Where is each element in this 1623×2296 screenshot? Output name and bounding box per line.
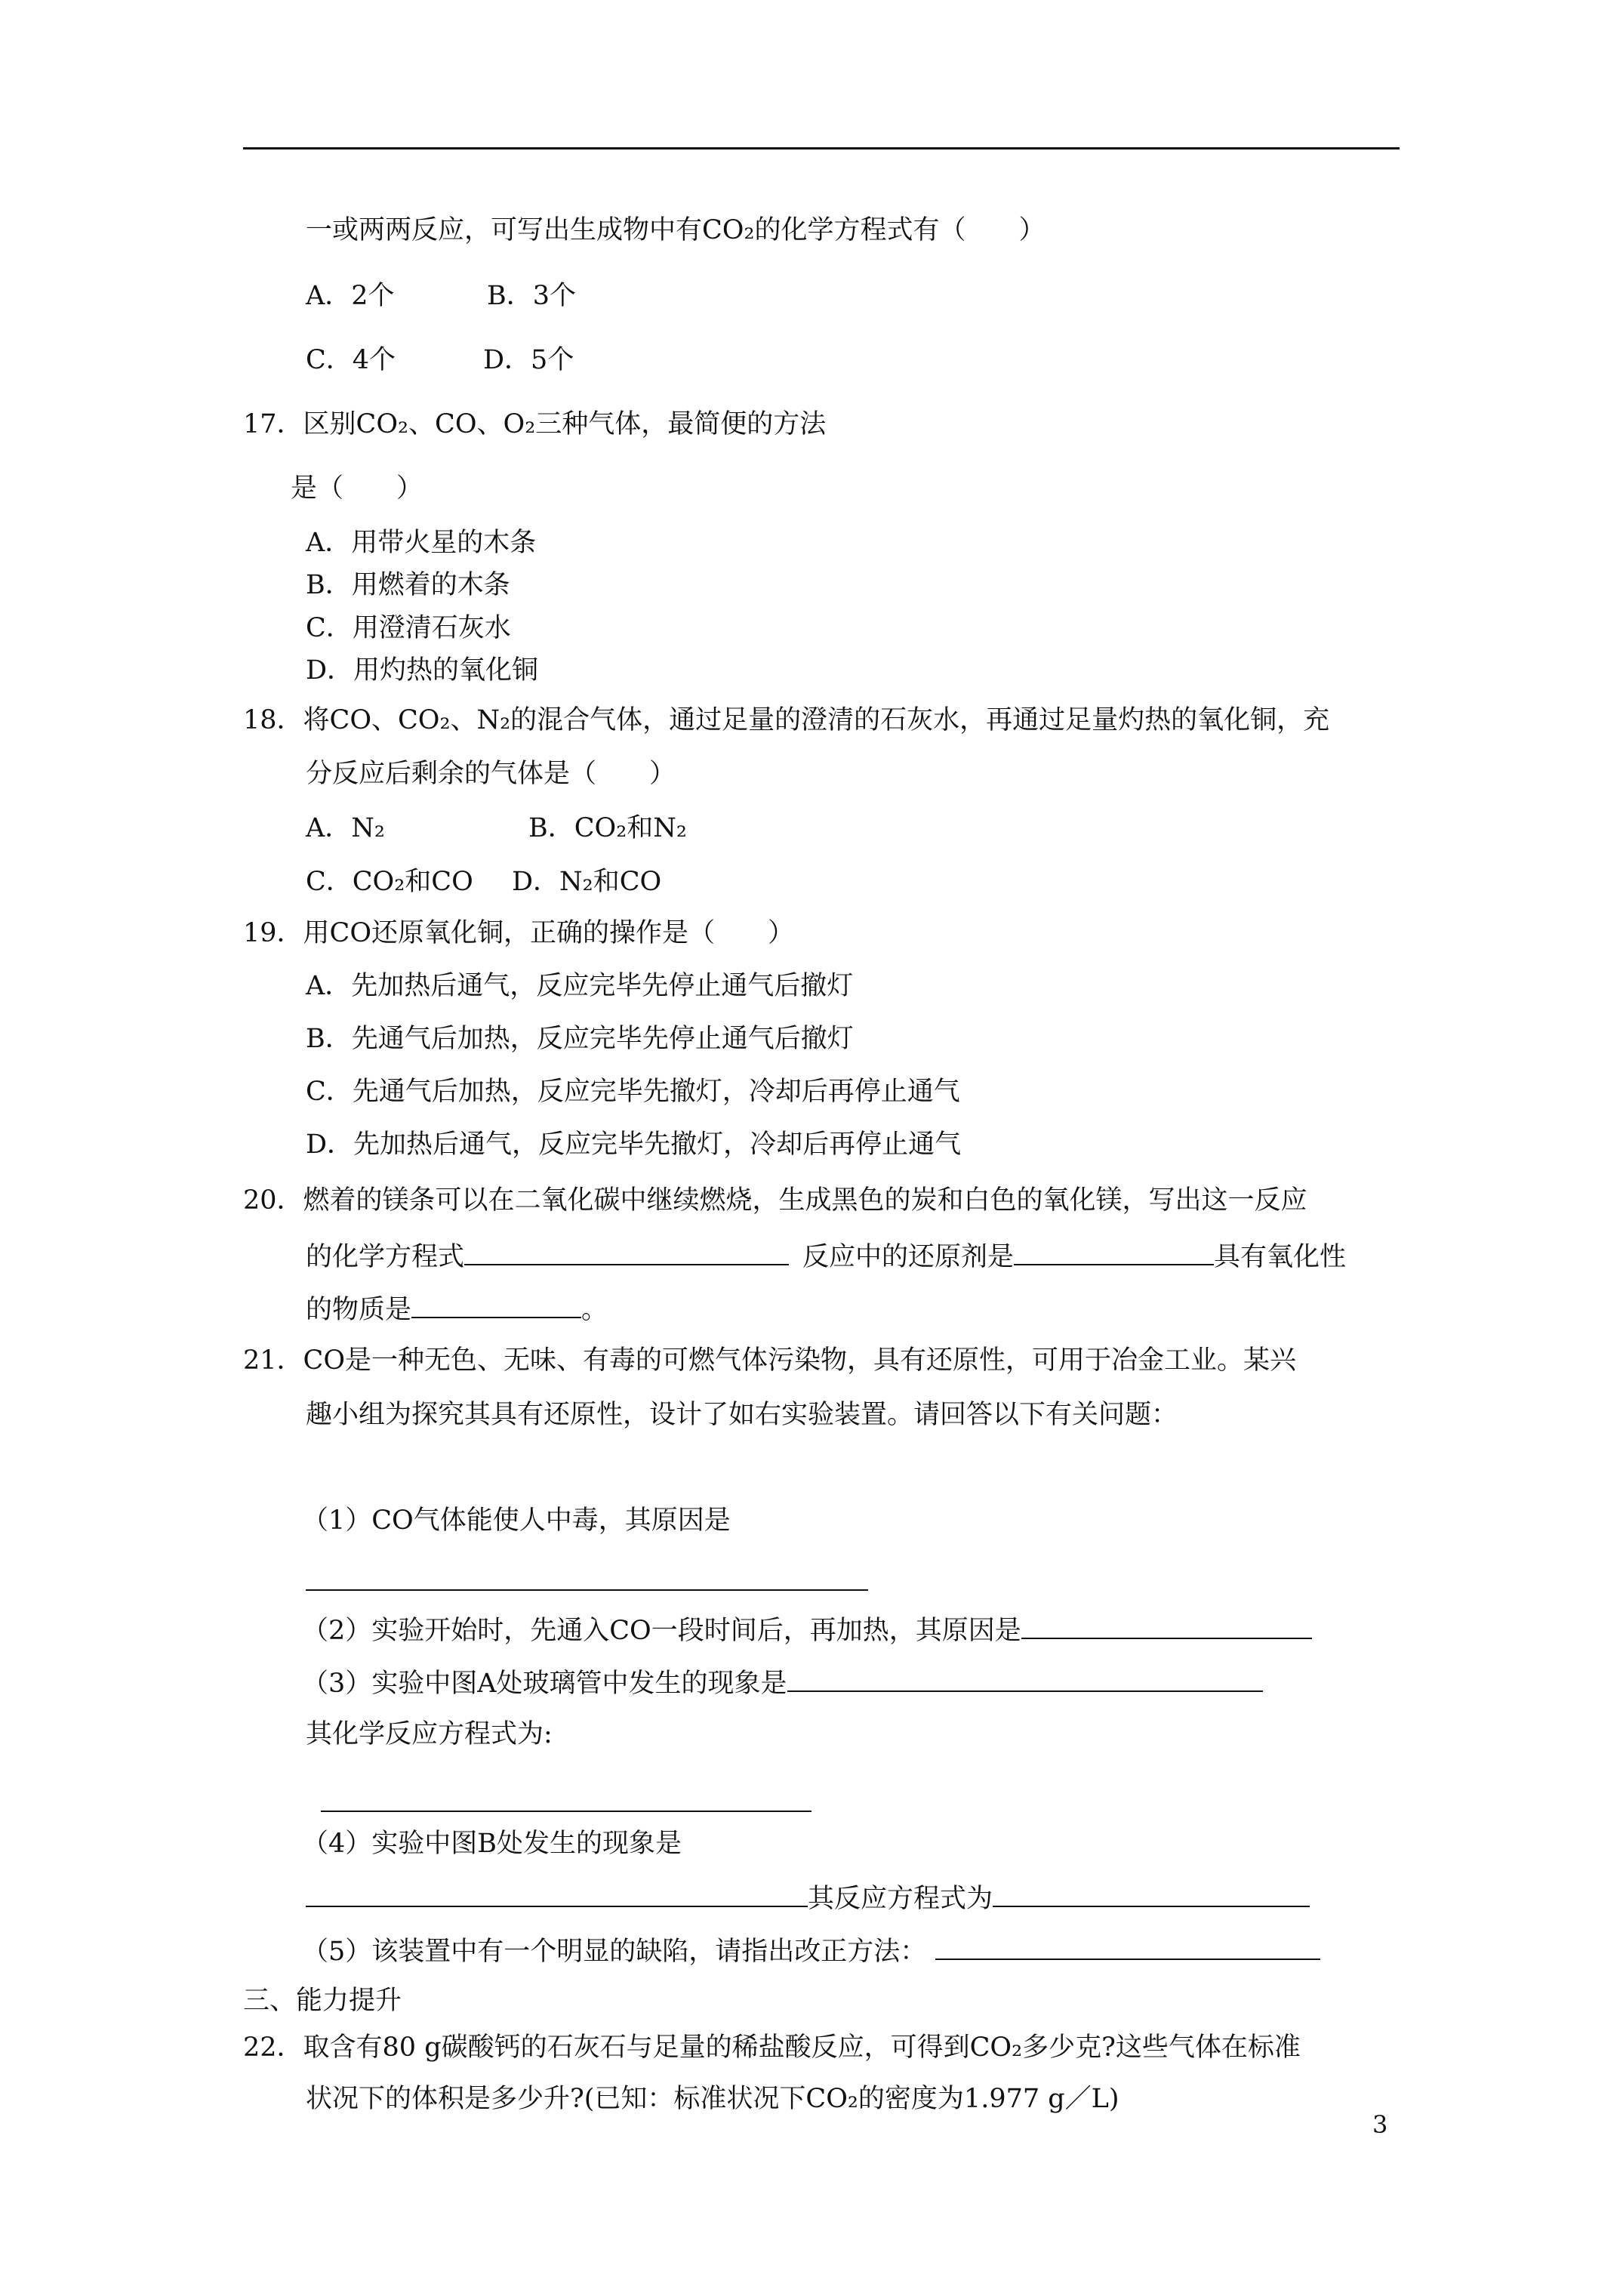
q18-option-b: B．CO₂和N₂ <box>528 813 687 843</box>
q21-part1: （1）CO气体能使人中毒，其原因是 <box>302 1505 731 1536</box>
q18-stem-cont: 分反应后剩余的气体是（ ） <box>306 759 676 789</box>
q21-part2 <box>302 1612 1312 1647</box>
q17-stem-cont: 是（ ） <box>291 473 423 504</box>
q21-part3-blank[interactable] <box>787 1665 1263 1692</box>
q21-part3-label: （3）实验中图A处玻璃管中发生的现象是 <box>302 1669 787 1699</box>
q19-option-a: A．先加热后通气，反应完毕先停止通气后撤灯 <box>306 971 854 1001</box>
q20-period: 。 <box>581 1295 608 1325</box>
q20-equation-label: 的化学方程式 <box>306 1242 465 1272</box>
q21-part3-equation-label: 其化学反应方程式为: <box>306 1719 553 1749</box>
q21-part5 <box>302 1933 1320 1968</box>
q21-part3 <box>302 1665 1263 1700</box>
q19-option-b: B．先通气后加热，反应完毕先停止通气后撤灯 <box>306 1024 854 1054</box>
q19-option-d: D．先加热后通气，反应完毕先撤灯，冷却后再停止通气 <box>306 1130 962 1160</box>
q16-option-b: B．3个 <box>487 281 576 311</box>
q21-part5-blank[interactable] <box>935 1933 1320 1960</box>
q21-part5-label: （5）该装置中有一个明显的缺陷，请指出改正方法： <box>302 1937 927 1967</box>
page-number: 3 <box>1372 2110 1388 2139</box>
q18-option-d: D．N₂和CO <box>512 867 662 897</box>
q17-option-b: B．用燃着的木条 <box>306 570 510 600</box>
q16-option-a: A．2个 <box>306 281 395 311</box>
header-rule <box>243 147 1400 149</box>
q18-option-c: C．CO₂和CO <box>306 867 473 897</box>
q20-oxidizing-label: 的物质是 <box>306 1295 412 1325</box>
q17-option-a: A．用带火星的木条 <box>306 528 537 558</box>
section-heading-ability: 三、能力提升 <box>243 1986 402 2016</box>
q21-part4-equation-label: 其反应方程式为 <box>808 1884 993 1914</box>
q22-line2: 状况下的体积是多少升?(已知：标准状况下CO₂的密度为1.977 g／L) <box>306 2084 1119 2114</box>
q21-part1-answer-line[interactable] <box>306 1589 868 1591</box>
q21-part3-equation-line[interactable] <box>321 1811 812 1812</box>
q20-reductant-label: 反应中的还原剂是 <box>802 1242 1015 1272</box>
q16-option-c: C．4个 <box>306 345 396 375</box>
q21-line1: 21．CO是一种无色、无味、有毒的可燃气体污染物，具有还原性，可用于冶金工业。某兴 <box>243 1345 1297 1376</box>
q21-part4: （4）实验中图B处发生的现象是 <box>302 1829 682 1859</box>
q18-option-a: A．N₂ <box>306 813 385 843</box>
q20-oxidant-label: 具有氧化性 <box>1214 1242 1347 1272</box>
q20-line3 <box>306 1291 608 1327</box>
q17-option-d: D．用灼热的氧化铜 <box>306 655 539 686</box>
q21-part2-label: （2）实验开始时，先通入CO一段时间后，再加热，其原因是 <box>302 1616 1021 1646</box>
q21-line2: 趣小组为探究其具有还原性，设计了如右实验装置。请回答以下有关问题： <box>306 1400 1178 1430</box>
q19-option-c: C．先通气后加热，反应完毕先撤灯，冷却后再停止通气 <box>306 1077 960 1107</box>
q20-line1: 20．燃着的镁条可以在二氧化碳中继续燃烧，生成黑色的炭和白色的氧化镁，写出这一反应 <box>243 1185 1307 1216</box>
q19-stem: 19．用CO还原氧化铜，正确的操作是（ ） <box>243 918 795 948</box>
q21-part4-answer <box>306 1880 1310 1915</box>
q21-part4-phenomenon-blank[interactable] <box>306 1880 808 1907</box>
q21-part4-equation-blank[interactable] <box>993 1880 1310 1907</box>
q20-oxidizing-blank[interactable] <box>411 1291 581 1318</box>
q16-option-d: D．5个 <box>483 345 574 375</box>
q22-line1: 22．取含有80 g碳酸钙的石灰石与足量的稀盐酸反应，可得到CO₂多少克?这些气体在标准 <box>243 2032 1301 2063</box>
q21-part2-blank[interactable] <box>1021 1612 1312 1639</box>
q17-option-c: C．用澄清石灰水 <box>306 613 511 643</box>
q20-equation-blank[interactable] <box>464 1238 789 1265</box>
q16-stem-tail: 一或两两反应，可写出生成物中有CO₂的化学方程式有（ ） <box>306 215 1046 245</box>
q17-stem: 17．区别CO₂、CO、O₂三种气体，最简便的方法 <box>243 409 827 439</box>
q18-stem: 18．将CO、CO₂、N₂的混合气体，通过足量的澄清的石灰水，再通过足量灼热的氧化铜，充 <box>243 705 1330 735</box>
q20-line2 <box>306 1238 1346 1274</box>
q20-reductant-blank[interactable] <box>1014 1238 1214 1265</box>
